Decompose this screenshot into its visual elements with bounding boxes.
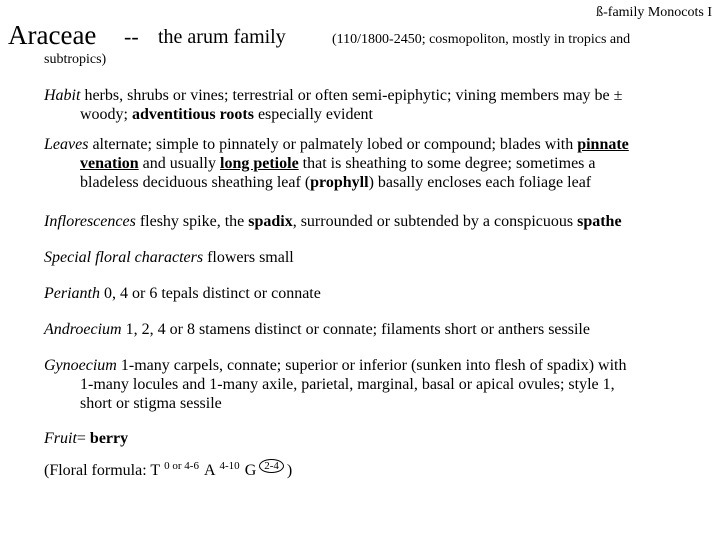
inflorescences-section bbox=[44, 212, 704, 231]
special-section bbox=[44, 248, 704, 267]
leaves-text-5: ) basally encloses each foliage leaf bbox=[368, 174, 592, 191]
leaves-text-1: alternate; simple to pinnately or palmately lobed or compound; blades with bbox=[92, 136, 574, 153]
gynoecium-text-1: 1-many carpels, connate; superior or inferior (sunken into flesh of spadix) with bbox=[120, 357, 627, 374]
formula-stamen-count: 4-10 bbox=[219, 460, 240, 472]
inflorescences-text-1: fleshy spike, the bbox=[139, 213, 245, 230]
leaves-text-3: that is sheathing to some degree; sometimes a bbox=[302, 155, 596, 172]
special-text: flowers small bbox=[207, 249, 294, 266]
leaves-section bbox=[44, 135, 704, 192]
perianth-label: Perianth bbox=[44, 285, 100, 302]
androecium-section bbox=[44, 320, 704, 339]
formula-androecium-symbol: A bbox=[203, 462, 216, 479]
perianth-section bbox=[44, 284, 704, 303]
title-separator: -- bbox=[124, 24, 139, 49]
leaves-emphasis-prophyll: prophyll bbox=[310, 174, 369, 191]
inflorescences-emphasis-spadix: spadix bbox=[248, 213, 293, 230]
leaves-text-2: and usually bbox=[142, 155, 216, 172]
formula-carpel-count: 2-4 bbox=[259, 459, 284, 473]
slide-corner-label: ß-family Monocots I bbox=[596, 5, 712, 20]
special-label: Special floral characters bbox=[44, 249, 204, 266]
habit-text-3: especially evident bbox=[257, 106, 373, 123]
leaves-emphasis-pinnate: pinnate bbox=[577, 136, 629, 153]
fruit-equals: = bbox=[76, 430, 86, 447]
family-stats-note-continued: subtropics) bbox=[44, 52, 107, 67]
habit-text-1: herbs, shrubs or vines; terrestrial or often semi-epiphytic; vining members may be ± bbox=[84, 87, 623, 104]
perianth-text: 0, 4 or 6 tepals distinct or connate bbox=[104, 285, 321, 302]
fruit-section bbox=[44, 429, 704, 448]
formula-prefix: (Floral formula: T bbox=[44, 462, 161, 479]
family-stats-note: (110/1800-2450; cosmopoliton, mostly in tropics and bbox=[332, 32, 631, 47]
common-name: the arum family bbox=[158, 26, 286, 48]
habit-section bbox=[44, 86, 704, 124]
leaves-emphasis-petiole: long petiole bbox=[220, 155, 299, 172]
formula-tepal-count: 0 or 4-6 bbox=[164, 460, 199, 472]
leaves-label: Leaves bbox=[44, 136, 89, 153]
androecium-text: 1, 2, 4 or 8 stamens distinct or connate; filaments short or anthers sessile bbox=[125, 321, 590, 338]
gynoecium-text-2: 1-many locules and 1-many axile, parietal, marginal, basal or apical ovules; style 1, bbox=[80, 376, 615, 393]
habit-label: Habit bbox=[44, 87, 81, 104]
formula-gynoecium-symbol: G bbox=[244, 462, 257, 479]
habit-text-2: woody; bbox=[80, 106, 128, 123]
gynoecium-text-3: short or stigma sessile bbox=[80, 395, 222, 412]
family-name: Araceae bbox=[8, 20, 97, 50]
leaves-emphasis-venation: venation bbox=[80, 155, 139, 172]
leaves-text-4: bladeless deciduous sheathing leaf ( bbox=[80, 174, 311, 191]
floral-formula bbox=[44, 462, 292, 480]
gynoecium-section bbox=[44, 356, 704, 413]
fruit-value: berry bbox=[89, 430, 129, 447]
habit-emphasis: adventitious roots bbox=[132, 106, 254, 123]
inflorescences-text-2: , surrounded or subtended by a conspicuous bbox=[292, 213, 574, 230]
inflorescences-emphasis-spathe: spathe bbox=[577, 213, 622, 230]
gynoecium-label: Gynoecium bbox=[44, 357, 117, 374]
androecium-label: Androecium bbox=[44, 321, 122, 338]
inflorescences-label: Inflorescences bbox=[44, 213, 136, 230]
fruit-label: Fruit bbox=[44, 430, 77, 447]
formula-close: ) bbox=[286, 462, 293, 479]
